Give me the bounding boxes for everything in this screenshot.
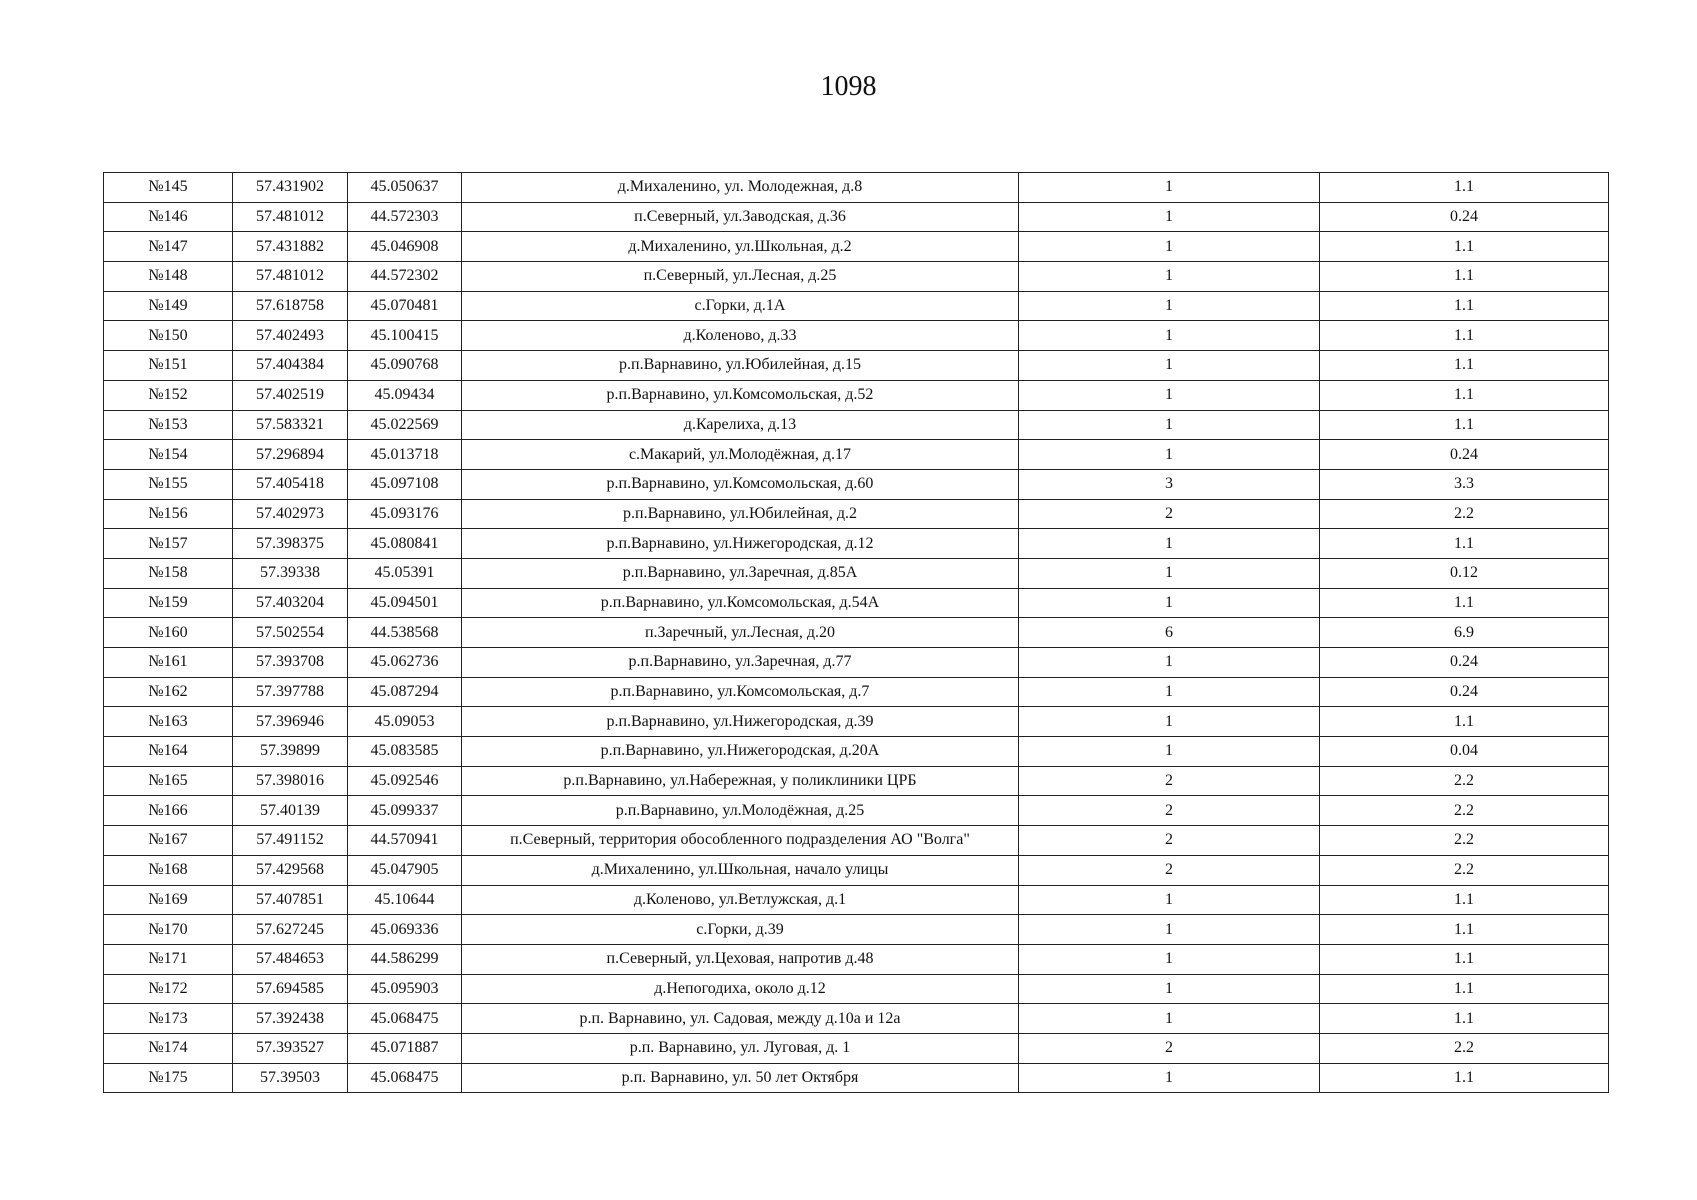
- container-count-cell: 1: [1019, 588, 1320, 618]
- longitude-cell: 45.095903: [348, 974, 462, 1004]
- table-row: [104, 469, 1609, 499]
- volume-cell: 1.1: [1320, 173, 1609, 203]
- latitude-cell: 57.40139: [233, 796, 348, 826]
- address-cell: р.п.Варнавино, ул.Нижегородская, д.12: [462, 529, 1019, 559]
- container-count-cell: 1: [1019, 173, 1320, 203]
- address-cell: с.Горки, д.1А: [462, 291, 1019, 321]
- address-cell: с.Горки, д.39: [462, 915, 1019, 945]
- longitude-cell: 45.013718: [348, 440, 462, 470]
- volume-cell: 1.1: [1320, 529, 1609, 559]
- latitude-cell: 57.296894: [233, 440, 348, 470]
- table-row: [104, 648, 1609, 678]
- address-cell: р.п.Варнавино, ул.Нижегородская, д.39: [462, 707, 1019, 737]
- site-number-cell: №152: [104, 380, 233, 410]
- address-cell: д.Коленово, д.33: [462, 321, 1019, 351]
- address-cell: п.Северный, территория обособленного подразделения АО "Волга": [462, 826, 1019, 856]
- address-cell: р.п.Варнавино, ул.Комсомольская, д.52: [462, 380, 1019, 410]
- table-row: [104, 529, 1609, 559]
- address-cell: р.п.Варнавино, ул.Набережная, у поликлиники ЦРБ: [462, 766, 1019, 796]
- page-number: 1098: [820, 71, 877, 102]
- longitude-cell: 45.094501: [348, 588, 462, 618]
- table-row: [104, 351, 1609, 381]
- table-row: [104, 558, 1609, 588]
- address-cell: д.Михаленино, ул.Школьная, д.2: [462, 232, 1019, 262]
- container-count-cell: 1: [1019, 737, 1320, 767]
- latitude-cell: 57.407851: [233, 885, 348, 915]
- latitude-cell: 57.583321: [233, 410, 348, 440]
- site-number-cell: №173: [104, 1004, 233, 1034]
- volume-cell: 1.1: [1320, 588, 1609, 618]
- container-count-cell: 2: [1019, 1033, 1320, 1063]
- volume-cell: 1.1: [1320, 232, 1609, 262]
- latitude-cell: 57.402493: [233, 321, 348, 351]
- longitude-cell: 44.538568: [348, 618, 462, 648]
- site-number-cell: №172: [104, 974, 233, 1004]
- site-number-cell: №154: [104, 440, 233, 470]
- volume-cell: 0.04: [1320, 737, 1609, 767]
- volume-cell: 1.1: [1320, 291, 1609, 321]
- site-number-cell: №151: [104, 351, 233, 381]
- volume-cell: 1.1: [1320, 1004, 1609, 1034]
- address-cell: р.п.Варнавино, ул.Заречная, д.85А: [462, 558, 1019, 588]
- longitude-cell: 45.046908: [348, 232, 462, 262]
- table-row: [104, 321, 1609, 351]
- address-cell: д.Карелиха, д.13: [462, 410, 1019, 440]
- container-count-cell: 1: [1019, 202, 1320, 232]
- longitude-cell: 45.05391: [348, 558, 462, 588]
- container-count-cell: 1: [1019, 885, 1320, 915]
- site-number-cell: №146: [104, 202, 233, 232]
- volume-cell: 2.2: [1320, 766, 1609, 796]
- volume-cell: 1.1: [1320, 410, 1609, 440]
- longitude-cell: 45.068475: [348, 1063, 462, 1093]
- longitude-cell: 45.047905: [348, 855, 462, 885]
- container-count-cell: 1: [1019, 351, 1320, 381]
- latitude-cell: 57.402973: [233, 499, 348, 529]
- site-number-cell: №161: [104, 648, 233, 678]
- table-body: [104, 173, 1609, 1093]
- longitude-cell: 45.071887: [348, 1033, 462, 1063]
- address-cell: р.п.Варнавино, ул.Заречная, д.77: [462, 648, 1019, 678]
- site-number-cell: №164: [104, 737, 233, 767]
- site-number-cell: №149: [104, 291, 233, 321]
- latitude-cell: 57.397788: [233, 677, 348, 707]
- site-number-cell: №162: [104, 677, 233, 707]
- container-count-cell: 2: [1019, 766, 1320, 796]
- container-count-cell: 1: [1019, 944, 1320, 974]
- address-cell: р.п. Варнавино, ул. 50 лет Октября: [462, 1063, 1019, 1093]
- table-row: [104, 1063, 1609, 1093]
- volume-cell: 1.1: [1320, 915, 1609, 945]
- table-row: [104, 737, 1609, 767]
- site-number-cell: №145: [104, 173, 233, 203]
- latitude-cell: 57.392438: [233, 1004, 348, 1034]
- longitude-cell: 45.068475: [348, 1004, 462, 1034]
- address-cell: р.п.Варнавино, ул.Юбилейная, д.2: [462, 499, 1019, 529]
- longitude-cell: 45.080841: [348, 529, 462, 559]
- container-count-cell: 1: [1019, 707, 1320, 737]
- container-count-cell: 1: [1019, 291, 1320, 321]
- site-number-cell: №168: [104, 855, 233, 885]
- container-sites-table: [103, 172, 1609, 1093]
- site-number-cell: №153: [104, 410, 233, 440]
- table-row: [104, 855, 1609, 885]
- latitude-cell: 57.396946: [233, 707, 348, 737]
- latitude-cell: 57.429568: [233, 855, 348, 885]
- container-count-cell: 1: [1019, 974, 1320, 1004]
- site-number-cell: №167: [104, 826, 233, 856]
- longitude-cell: 45.09053: [348, 707, 462, 737]
- address-cell: с.Макарий, ул.Молодёжная, д.17: [462, 440, 1019, 470]
- volume-cell: 1.1: [1320, 974, 1609, 1004]
- volume-cell: 0.24: [1320, 440, 1609, 470]
- table-row: [104, 202, 1609, 232]
- address-cell: п.Северный, ул.Лесная, д.25: [462, 262, 1019, 292]
- address-cell: р.п.Варнавино, ул.Молодёжная, д.25: [462, 796, 1019, 826]
- address-cell: р.п.Варнавино, ул.Комсомольская, д.7: [462, 677, 1019, 707]
- table-row: [104, 944, 1609, 974]
- latitude-cell: 57.39338: [233, 558, 348, 588]
- volume-cell: 1.1: [1320, 707, 1609, 737]
- table-row: [104, 262, 1609, 292]
- site-number-cell: №165: [104, 766, 233, 796]
- container-count-cell: 1: [1019, 440, 1320, 470]
- latitude-cell: 57.398375: [233, 529, 348, 559]
- latitude-cell: 57.431902: [233, 173, 348, 203]
- site-number-cell: №150: [104, 321, 233, 351]
- site-number-cell: №175: [104, 1063, 233, 1093]
- site-number-cell: №158: [104, 558, 233, 588]
- table-row: [104, 885, 1609, 915]
- site-number-cell: №166: [104, 796, 233, 826]
- longitude-cell: 45.070481: [348, 291, 462, 321]
- longitude-cell: 45.097108: [348, 469, 462, 499]
- container-count-cell: 1: [1019, 410, 1320, 440]
- table-row: [104, 291, 1609, 321]
- table-row: [104, 766, 1609, 796]
- site-number-cell: №159: [104, 588, 233, 618]
- longitude-cell: 45.069336: [348, 915, 462, 945]
- table-row: [104, 1004, 1609, 1034]
- longitude-cell: 45.090768: [348, 351, 462, 381]
- container-count-cell: 1: [1019, 529, 1320, 559]
- volume-cell: 2.2: [1320, 855, 1609, 885]
- latitude-cell: 57.393708: [233, 648, 348, 678]
- volume-cell: 0.24: [1320, 202, 1609, 232]
- address-cell: д.Михаленино, ул. Молодежная, д.8: [462, 173, 1019, 203]
- longitude-cell: 45.092546: [348, 766, 462, 796]
- address-cell: д.Непогодиха, около д.12: [462, 974, 1019, 1004]
- site-number-cell: №156: [104, 499, 233, 529]
- volume-cell: 0.24: [1320, 677, 1609, 707]
- table-row: [104, 499, 1609, 529]
- longitude-cell: 44.570941: [348, 826, 462, 856]
- latitude-cell: 57.502554: [233, 618, 348, 648]
- volume-cell: 1.1: [1320, 262, 1609, 292]
- container-count-cell: 2: [1019, 826, 1320, 856]
- site-number-cell: №170: [104, 915, 233, 945]
- container-count-cell: 1: [1019, 321, 1320, 351]
- latitude-cell: 57.627245: [233, 915, 348, 945]
- table-row: [104, 618, 1609, 648]
- container-count-cell: 1: [1019, 558, 1320, 588]
- latitude-cell: 57.484653: [233, 944, 348, 974]
- container-count-cell: 6: [1019, 618, 1320, 648]
- table-row: [104, 826, 1609, 856]
- volume-cell: 2.2: [1320, 499, 1609, 529]
- address-cell: д.Михаленино, ул.Школьная, начало улицы: [462, 855, 1019, 885]
- table-row: [104, 440, 1609, 470]
- longitude-cell: 45.09434: [348, 380, 462, 410]
- volume-cell: 1.1: [1320, 380, 1609, 410]
- latitude-cell: 57.393527: [233, 1033, 348, 1063]
- table-row: [104, 796, 1609, 826]
- address-cell: п.Северный, ул.Заводская, д.36: [462, 202, 1019, 232]
- table-row: [104, 173, 1609, 203]
- table-row: [104, 974, 1609, 1004]
- latitude-cell: 57.405418: [233, 469, 348, 499]
- latitude-cell: 57.481012: [233, 262, 348, 292]
- longitude-cell: 44.572303: [348, 202, 462, 232]
- volume-cell: 2.2: [1320, 826, 1609, 856]
- volume-cell: 1.1: [1320, 885, 1609, 915]
- site-number-cell: №171: [104, 944, 233, 974]
- latitude-cell: 57.618758: [233, 291, 348, 321]
- site-number-cell: №148: [104, 262, 233, 292]
- address-cell: р.п. Варнавино, ул. Луговая, д. 1: [462, 1033, 1019, 1063]
- address-cell: р.п. Варнавино, ул. Садовая, между д.10а и 12а: [462, 1004, 1019, 1034]
- volume-cell: 2.2: [1320, 796, 1609, 826]
- table-row: [104, 380, 1609, 410]
- table-row: [104, 232, 1609, 262]
- longitude-cell: 44.586299: [348, 944, 462, 974]
- container-count-cell: 1: [1019, 380, 1320, 410]
- container-count-cell: 3: [1019, 469, 1320, 499]
- address-cell: р.п.Варнавино, ул.Комсомольская, д.54А: [462, 588, 1019, 618]
- latitude-cell: 57.481012: [233, 202, 348, 232]
- latitude-cell: 57.402519: [233, 380, 348, 410]
- volume-cell: 2.2: [1320, 1033, 1609, 1063]
- container-count-cell: 1: [1019, 262, 1320, 292]
- site-number-cell: №160: [104, 618, 233, 648]
- table-row: [104, 588, 1609, 618]
- address-cell: р.п.Варнавино, ул.Юбилейная, д.15: [462, 351, 1019, 381]
- table-row: [104, 707, 1609, 737]
- longitude-cell: 45.050637: [348, 173, 462, 203]
- container-count-cell: 1: [1019, 1004, 1320, 1034]
- latitude-cell: 57.39503: [233, 1063, 348, 1093]
- site-number-cell: №157: [104, 529, 233, 559]
- container-count-cell: 2: [1019, 499, 1320, 529]
- volume-cell: 3.3: [1320, 469, 1609, 499]
- container-count-cell: 2: [1019, 796, 1320, 826]
- site-number-cell: №163: [104, 707, 233, 737]
- site-number-cell: №169: [104, 885, 233, 915]
- address-cell: р.п.Варнавино, ул.Нижегородская, д.20А: [462, 737, 1019, 767]
- site-number-cell: №147: [104, 232, 233, 262]
- longitude-cell: 45.099337: [348, 796, 462, 826]
- latitude-cell: 57.398016: [233, 766, 348, 796]
- container-count-cell: 2: [1019, 855, 1320, 885]
- longitude-cell: 44.572302: [348, 262, 462, 292]
- volume-cell: 6.9: [1320, 618, 1609, 648]
- longitude-cell: 45.083585: [348, 737, 462, 767]
- latitude-cell: 57.403204: [233, 588, 348, 618]
- latitude-cell: 57.491152: [233, 826, 348, 856]
- container-count-cell: 1: [1019, 232, 1320, 262]
- container-count-cell: 1: [1019, 915, 1320, 945]
- address-cell: д.Коленово, ул.Ветлужская, д.1: [462, 885, 1019, 915]
- volume-cell: 1.1: [1320, 1063, 1609, 1093]
- site-number-cell: №174: [104, 1033, 233, 1063]
- longitude-cell: 45.10644: [348, 885, 462, 915]
- latitude-cell: 57.39899: [233, 737, 348, 767]
- latitude-cell: 57.694585: [233, 974, 348, 1004]
- longitude-cell: 45.093176: [348, 499, 462, 529]
- volume-cell: 1.1: [1320, 351, 1609, 381]
- table-row: [104, 1033, 1609, 1063]
- address-cell: п.Северный, ул.Цеховая, напротив д.48: [462, 944, 1019, 974]
- longitude-cell: 45.087294: [348, 677, 462, 707]
- table-row: [104, 677, 1609, 707]
- container-count-cell: 1: [1019, 677, 1320, 707]
- volume-cell: 0.12: [1320, 558, 1609, 588]
- container-count-cell: 1: [1019, 648, 1320, 678]
- table-row: [104, 915, 1609, 945]
- container-count-cell: 1: [1019, 1063, 1320, 1093]
- latitude-cell: 57.431882: [233, 232, 348, 262]
- volume-cell: 1.1: [1320, 321, 1609, 351]
- site-number-cell: №155: [104, 469, 233, 499]
- table-row: [104, 410, 1609, 440]
- longitude-cell: 45.100415: [348, 321, 462, 351]
- longitude-cell: 45.062736: [348, 648, 462, 678]
- address-cell: п.Заречный, ул.Лесная, д.20: [462, 618, 1019, 648]
- latitude-cell: 57.404384: [233, 351, 348, 381]
- volume-cell: 1.1: [1320, 944, 1609, 974]
- address-cell: р.п.Варнавино, ул.Комсомольская, д.60: [462, 469, 1019, 499]
- longitude-cell: 45.022569: [348, 410, 462, 440]
- volume-cell: 0.24: [1320, 648, 1609, 678]
